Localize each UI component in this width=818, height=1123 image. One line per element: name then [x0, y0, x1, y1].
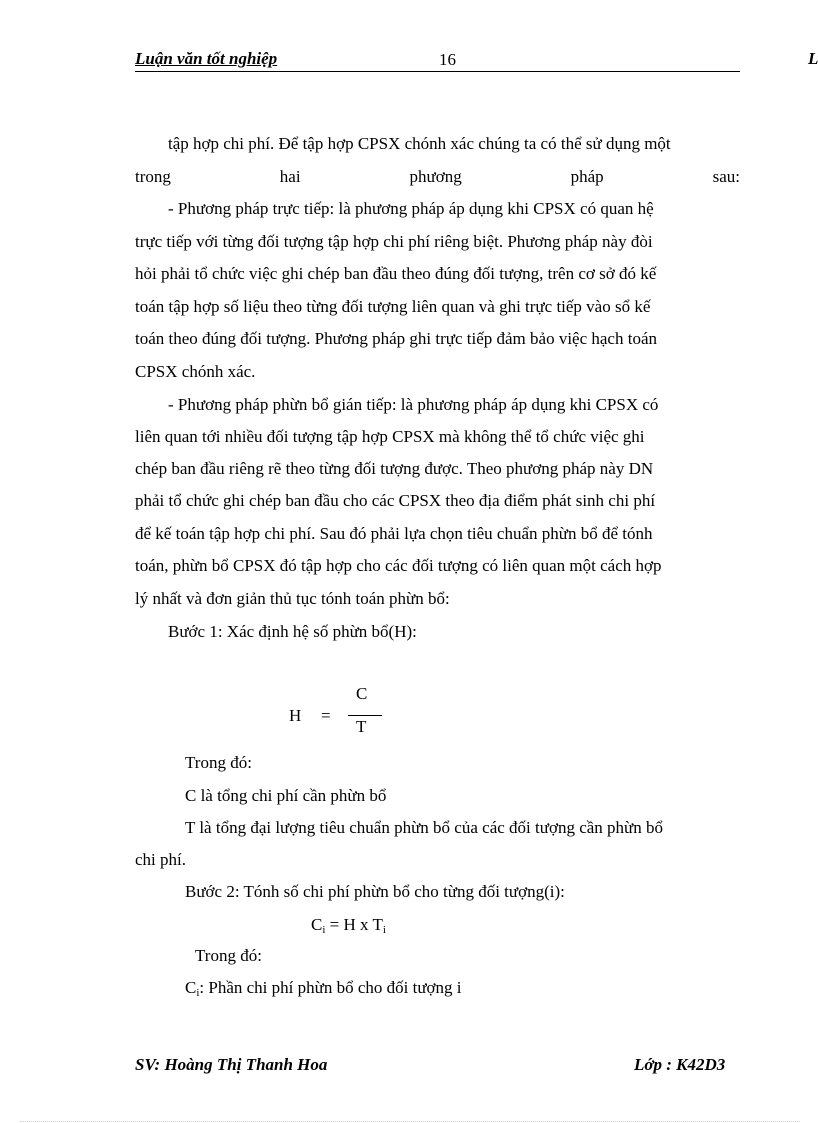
- body-line: toán, phừn bổ CPSX đó tập hợp cho các đối tượng có liên quan một cách hợp: [135, 556, 662, 575]
- bottom-dotted-rule: [20, 1121, 800, 1122]
- student-name: SV: Hoàng Thị Thanh Hoa: [135, 1055, 328, 1074]
- body-line: - Phương pháp phừn bổ gián tiếp: là phương pháp áp dụng khi CPSX có: [168, 395, 659, 414]
- formula-h-equals: =: [321, 706, 331, 725]
- body-line: trong hai phương pháp sau:: [135, 167, 740, 186]
- body-line: CPSX chónh xác.: [135, 362, 256, 381]
- body-line: để kế toán tập hợp chi phí. Sau đó phải lựa chọn tiêu chuẩn phừn bổ để tónh: [135, 524, 653, 543]
- body-line: chép ban đầu riêng rẽ theo từng đối tượng được. Theo phương pháp này DN: [135, 459, 654, 478]
- where-line: Trong đó:: [185, 753, 252, 772]
- fraction-bar: [348, 715, 382, 716]
- formula-h-denominator: T: [356, 717, 367, 736]
- where-line-2: Trong đó:: [195, 946, 262, 965]
- formula-ci: [311, 914, 511, 941]
- formula-ci-middle: = H x T: [325, 915, 383, 934]
- formula-ti-sub: i: [382, 924, 386, 936]
- header-cut-text: L: [808, 49, 818, 68]
- body-line: phải tổ chức ghi chép ban đầu cho các CPSX theo địa điểm phát sinh chi phí: [135, 491, 656, 510]
- class-code: Lớp : K42D3: [634, 1055, 726, 1074]
- c-definition: C là tổng chi phí cần phừn bổ: [185, 786, 387, 805]
- ci-colon: :: [199, 978, 205, 997]
- formula-ci-sub: i: [322, 924, 326, 936]
- formula-ci-c: C: [311, 915, 323, 934]
- page-number: 16: [439, 50, 456, 69]
- formula-h-lhs: H: [289, 706, 302, 725]
- body-line: lý nhất và đơn giản thủ tục tónh toán phừn bổ:: [135, 589, 450, 608]
- t-definition-cont: chi phí.: [135, 850, 186, 869]
- body-line: toán tập hợp số liệu theo từng đối tượng liên quan và ghi trực tiếp vào sổ kế: [135, 297, 651, 316]
- thesis-title: Luận văn tốt nghiệp: [135, 49, 278, 68]
- body-line: tập hợp chi phí. Để tập hợp CPSX chónh xác chúng ta có thể sử dụng một: [168, 134, 671, 153]
- ci-definition-text: Phần chi phí phừn bổ cho đối tượng i: [208, 978, 462, 997]
- formula-h-numerator: C: [356, 684, 368, 703]
- ci-symbol: C: [185, 978, 197, 997]
- body-line: trực tiếp với từng đối tượng tập hợp chi phí riêng biệt. Phương pháp này đòi: [135, 232, 653, 251]
- step-2-line: Bước 2: Tónh số chi phí phừn bổ cho từng đối tượng(i):: [185, 882, 565, 901]
- header-rule: [135, 71, 740, 72]
- body-line: - Phương pháp trực tiếp: là phương pháp áp dụng khi CPSX có quan hệ: [168, 199, 654, 218]
- body-line: hỏi phải tổ chức việc ghi chép ban đầu theo đúng đối tượng, trên cơ sở đó kế: [135, 264, 657, 283]
- body-line: liên quan tới nhiều đối tượng tập hợp CPSX mà không thể tổ chức việc ghi: [135, 427, 645, 446]
- step-1-line: Bước 1: Xác định hệ số phừn bổ(H):: [168, 622, 417, 641]
- ci-symbol-sub: i: [196, 987, 200, 999]
- body-line: toán theo đúng đối tượng. Phương pháp ghi trực tiếp đảm bảo việc hạch toán: [135, 329, 657, 348]
- ci-definition: [185, 977, 740, 1004]
- t-definition: T là tổng đại lượng tiêu chuẩn phừn bổ của các đối tượng cần phừn bổ: [185, 818, 663, 837]
